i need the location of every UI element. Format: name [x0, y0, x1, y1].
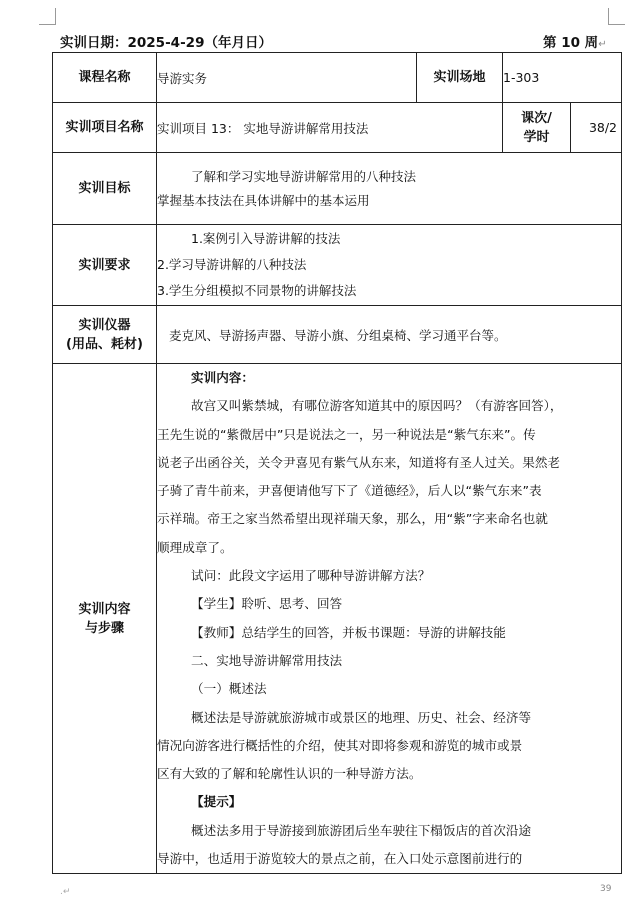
equipment-label: 实训仪器 (用品、耗材): [53, 306, 157, 364]
course-name-value: 导游实务: [157, 53, 417, 103]
project-name-label: 实训项目名称: [53, 103, 157, 153]
page-number: 39: [600, 884, 612, 894]
goal-text: 了解和学习实地导游讲解常用的八种技法 掌握基本技法在具体讲解中的基本运用: [157, 153, 622, 225]
place-value: 1-303: [503, 53, 622, 103]
place-label: 实训场地: [417, 53, 503, 103]
requirement-label: 实训要求: [53, 225, 157, 306]
content-label: 实训内容 与步骤: [53, 364, 157, 874]
session-hours-value: 38/2: [571, 103, 622, 153]
training-date: 实训日期：2025-4-29（年月日）: [60, 35, 272, 51]
week-number: 第 10 周↵: [543, 35, 607, 51]
session-hours-label: 课次/ 学时: [503, 103, 571, 153]
goal-label: 实训目标: [53, 153, 157, 225]
requirement-text: 1.案例引入导游讲解的技法 2.学习导游讲解的八种技法 3.学生分组模拟不同景物的讲解技法: [157, 225, 622, 306]
project-name-value: 实训项目 13： 实地导游讲解常用技法: [157, 103, 503, 153]
content-text: 实训内容： 故宫又叫紫禁城，有哪位游客知道其中的原因吗？（有游客回答）， 王先生说的“紫微居中”只是说法之一，另一种说法是“紫气东来”。传 说老子出函谷关，关令尹喜见有紫气从东来，知道将有圣人过关。果然老 子骑了青牛前来，尹喜便请他写下了《道德经》，后人以“紫气东来”表 示祥瑞。帝王之家当然希望出现祥瑞天象，那么，用“紫”字来命名也就 顺理成章了。 试问：此段文字运用了哪种导游讲解方法？ 【学生】聆听、思考、回答 【教师】总结学生的回答，并板书课题：导游的讲解技能 二、实地导游讲解常用技法 （一）概述法 概述法是导游就旅游城市或景区的地理、历史、社会、经济等 情况向游客进行概括性的介绍，使其对即将参观和游览的城市或景 区有大致的了解和轮廓性认识的一种导游方法。 【提示】 概述法多用于导游接到旅游团后坐车驶往下榻饭店的首次沿途 导游中，也适用于游览较大的景点之前，在入口处示意图前进行的: [157, 364, 622, 874]
requirement-row: [53, 225, 622, 306]
project-row: [53, 103, 622, 153]
equipment-row: [53, 306, 622, 364]
goal-row: [53, 153, 622, 225]
crop-mark-top-right: [608, 8, 625, 25]
crop-mark-top-left: [39, 8, 56, 25]
equipment-value: 麦克风、导游扬声器、导游小旗、分组桌椅、学习通平台等。: [157, 306, 622, 364]
course-name-label: 课程名称: [53, 53, 157, 103]
training-record-table: [52, 52, 622, 874]
content-row: [53, 364, 622, 874]
course-row: [53, 53, 622, 103]
footer-mark: .↵: [60, 887, 71, 897]
